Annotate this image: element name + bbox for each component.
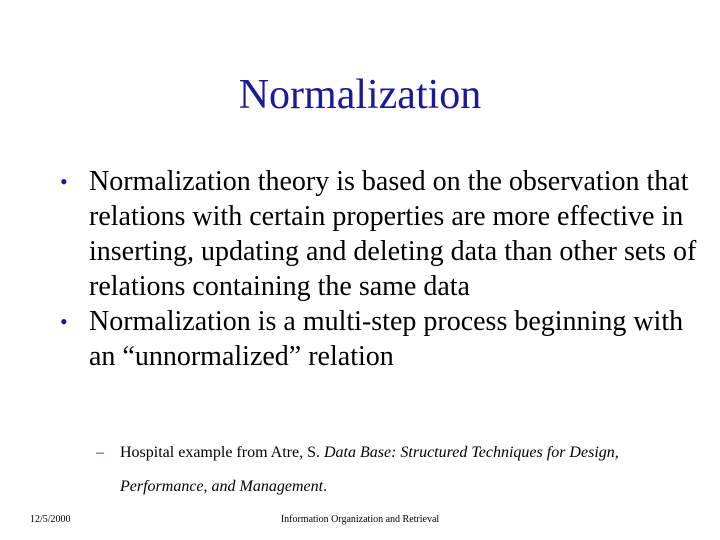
bullet-text-2: Normalization is a multi-step process beginning with an “unnormalized” relation: [89, 306, 684, 372]
bullet-item-2: [60, 304, 700, 374]
sub-bullet-book-title: Data Base: Structured Techniques for Design, Performance, and Management: [120, 444, 619, 495]
footer-date: 12/5/2000: [30, 514, 71, 525]
sub-bullet-item: [96, 436, 700, 504]
sub-bullet-suffix: .: [323, 478, 328, 495]
sub-bullet-prefix: Hospital example from Atre, S.: [120, 444, 324, 461]
bullet-list: [60, 164, 700, 374]
bullet-dot-icon: •: [60, 169, 68, 194]
bullet-dot-icon: •: [60, 309, 68, 334]
slide-title: Normalization: [238, 72, 482, 118]
dash-icon: –: [96, 444, 104, 461]
bullet-text-1: Normalization theory is based on the observation that relations with certain properties are more effective in inserting, updating and deleting data than other sets of relations containing the same data: [89, 166, 697, 302]
footer-course: Information Organization and Retrieval: [280, 514, 440, 525]
bullet-item-1: [60, 164, 700, 304]
